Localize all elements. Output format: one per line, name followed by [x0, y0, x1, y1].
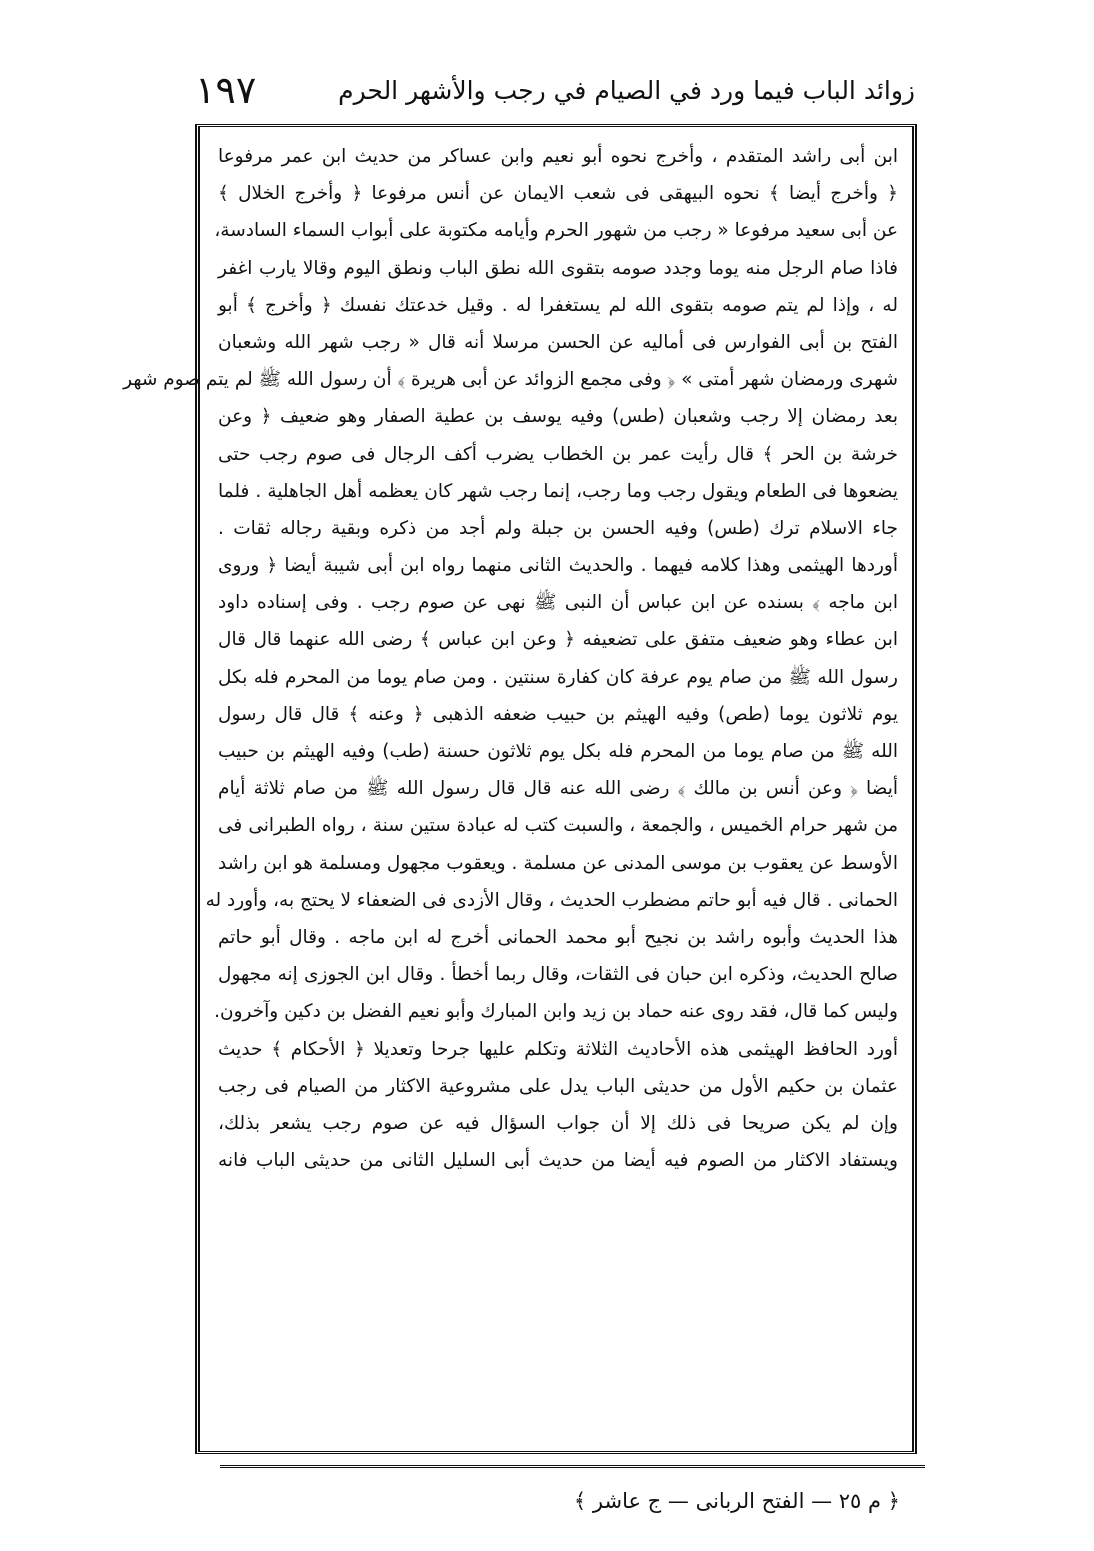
running-title: زوائد الباب فيما ورد في الصيام في رجب والأشهر الحرم	[338, 75, 915, 105]
footer-signature: ﴿ م ٢٥ — الفتح الربانى — ج عاشر ﴾	[573, 1489, 900, 1513]
text-line: ويستفاد الاكثار من الصوم فيه أيضا من حديث أبى السليل الثانى من حديثى الباب فانه	[218, 1150, 898, 1172]
text-line: ﴿ وأخرج أيضا ﴾ نحوه البيهقى فى شعب الايمان عن أنس مرفوعا ﴿ وأخرج الخلال ﴾	[218, 183, 898, 205]
text-line: الحمانى . قال فيه أبو حاتم مضطرب الحديث ، وقال الأزدى فى الضعفاء لا يحتج به، وأورد له	[205, 889, 898, 911]
body-text	[123, 138, 898, 1179]
text-line: رسول الله ﷺ من صام يوم عرفة كان كفارة سنتين . ومن صام يوما من المحرم فله بكل	[218, 666, 898, 688]
text-line: يوم ثلاثون يوما (طص) وفيه الهيثم بن حبيب ضعفه الذهبى ﴿ وعنه ﴾ قال قال رسول	[218, 703, 898, 725]
text-line: أورد الحافظ الهيثمى هذه الأحاديث الثلاثة وتكلم عليها جرحا وتعديلا ﴿ الأحكام ﴾ حديث	[218, 1038, 898, 1060]
text-line: أيضا ﴿ وعن أنس بن مالك ﴾ رضى الله عنه قال قال رسول الله ﷺ من صام ثلاثة أيام	[218, 778, 898, 800]
text-line: ابن ماجه ﴾ بسنده عن ابن عباس أن النبى ﷺ نهى عن صوم رجب . وفى إسناده داود	[218, 592, 898, 614]
text-line: عن أبى سعيد مرفوعا « رجب من شهور الحرم وأيامه مكتوبة على أبواب السماء السادسة،	[214, 220, 898, 242]
running-header	[195, 64, 915, 116]
text-line: جاء الاسلام ترك (طس) وفيه الحسن بن جبلة ولم أجد من ذكره وبقية رجاله ثقات .	[218, 517, 898, 539]
text-line: الأوسط عن يعقوب بن موسى المدنى عن مسلمة . ويعقوب مجهول ومسلمة هو ابن راشد	[218, 852, 898, 874]
text-line: هذا الحديث وأبوه راشد بن نجيح أبو محمد الحمانى أخرج له ابن ماجه . وقال أبو حاتم	[218, 926, 898, 948]
text-line: وإن لم يكن صريحا فى ذلك إلا أن جواب السؤال فيه عن صوم رجب يشعر بذلك،	[218, 1112, 898, 1134]
bottom-rule	[220, 1465, 925, 1468]
text-line: شهرى ورمضان شهر أمتى » ﴿ وفى مجمع الزوائد عن أبى هريرة ﴾ أن رسول الله ﷺ لم يتم صوم شهر	[123, 369, 898, 391]
text-line: ابن عطاء وهو ضعيف متفق على تضعيفه ﴿ وعن ابن عباس ﴾ رضى الله عنهما قال قال	[218, 629, 898, 651]
text-line: له ، وإذا لم يتم صومه بتقوى الله لم يستغفرا له . وقيل خدعتك نفسك ﴿ وأخرج ﴾ أبو	[218, 294, 898, 316]
text-line: عثمان بن حكيم الأول من حديثى الباب يدل على مشروعية الاكثار من الصيام فى رجب	[218, 1075, 898, 1097]
text-line: ابن أبى راشد المتقدم ، وأخرج نحوه أبو نعيم وابن عساكر من حديث ابن عمر مرفوعا	[218, 146, 898, 167]
text-line: بعد رمضان إلا رجب وشعبان (طس) وفيه يوسف بن عطية الصفار وهو ضعيف ﴿ وعن	[218, 406, 898, 428]
page-number: ١٩٧	[195, 68, 257, 112]
text-line: من شهر حرام الخميس ، والجمعة ، والسبت كتب له عبادة ستين سنة ، رواه الطبرانى فى	[218, 815, 898, 837]
text-line: أوردها الهيثمى وهذا كلامه فيهما . والحديث الثانى منهما رواه ابن أبى شيبة أيضا ﴿ وروى	[218, 555, 898, 577]
text-line: الفتح بن أبى الفوارس فى أماليه عن الحسن مرسلا أنه قال « رجب شهر الله وشعبان	[218, 331, 898, 353]
text-line: يضعوها فى الطعام ويقول رجب وما رجب، إنما رجب شهر كان يعظمه أهل الجاهلية . فلما	[218, 480, 898, 502]
text-line: صالح الحديث، وذكره ابن حبان فى الثقات، وقال ربما أخطأ . وقال ابن الجوزى إنه مجهول	[218, 964, 898, 986]
text-line: وليس كما قال، فقد روى عنه حماد بن زيد وابن المبارك وأبو نعيم الفضل بن دكين وآخرون.	[214, 1001, 898, 1023]
text-line: خرشة بن الحر ﴾ قال رأيت عمر بن الخطاب يضرب أكف الرجال فى صوم رجب حتى	[218, 443, 898, 465]
text-line: فاذا صام الرجل منه يوما وجدد صومه بتقوى الله نطق الباب ونطق اليوم وقالا يارب اغفر	[218, 257, 898, 279]
text-line: الله ﷺ من صام يوما من المحرم فله بكل يوم ثلاثون حسنة (طب) وفيه الهيثم بن حبيب	[218, 741, 898, 762]
